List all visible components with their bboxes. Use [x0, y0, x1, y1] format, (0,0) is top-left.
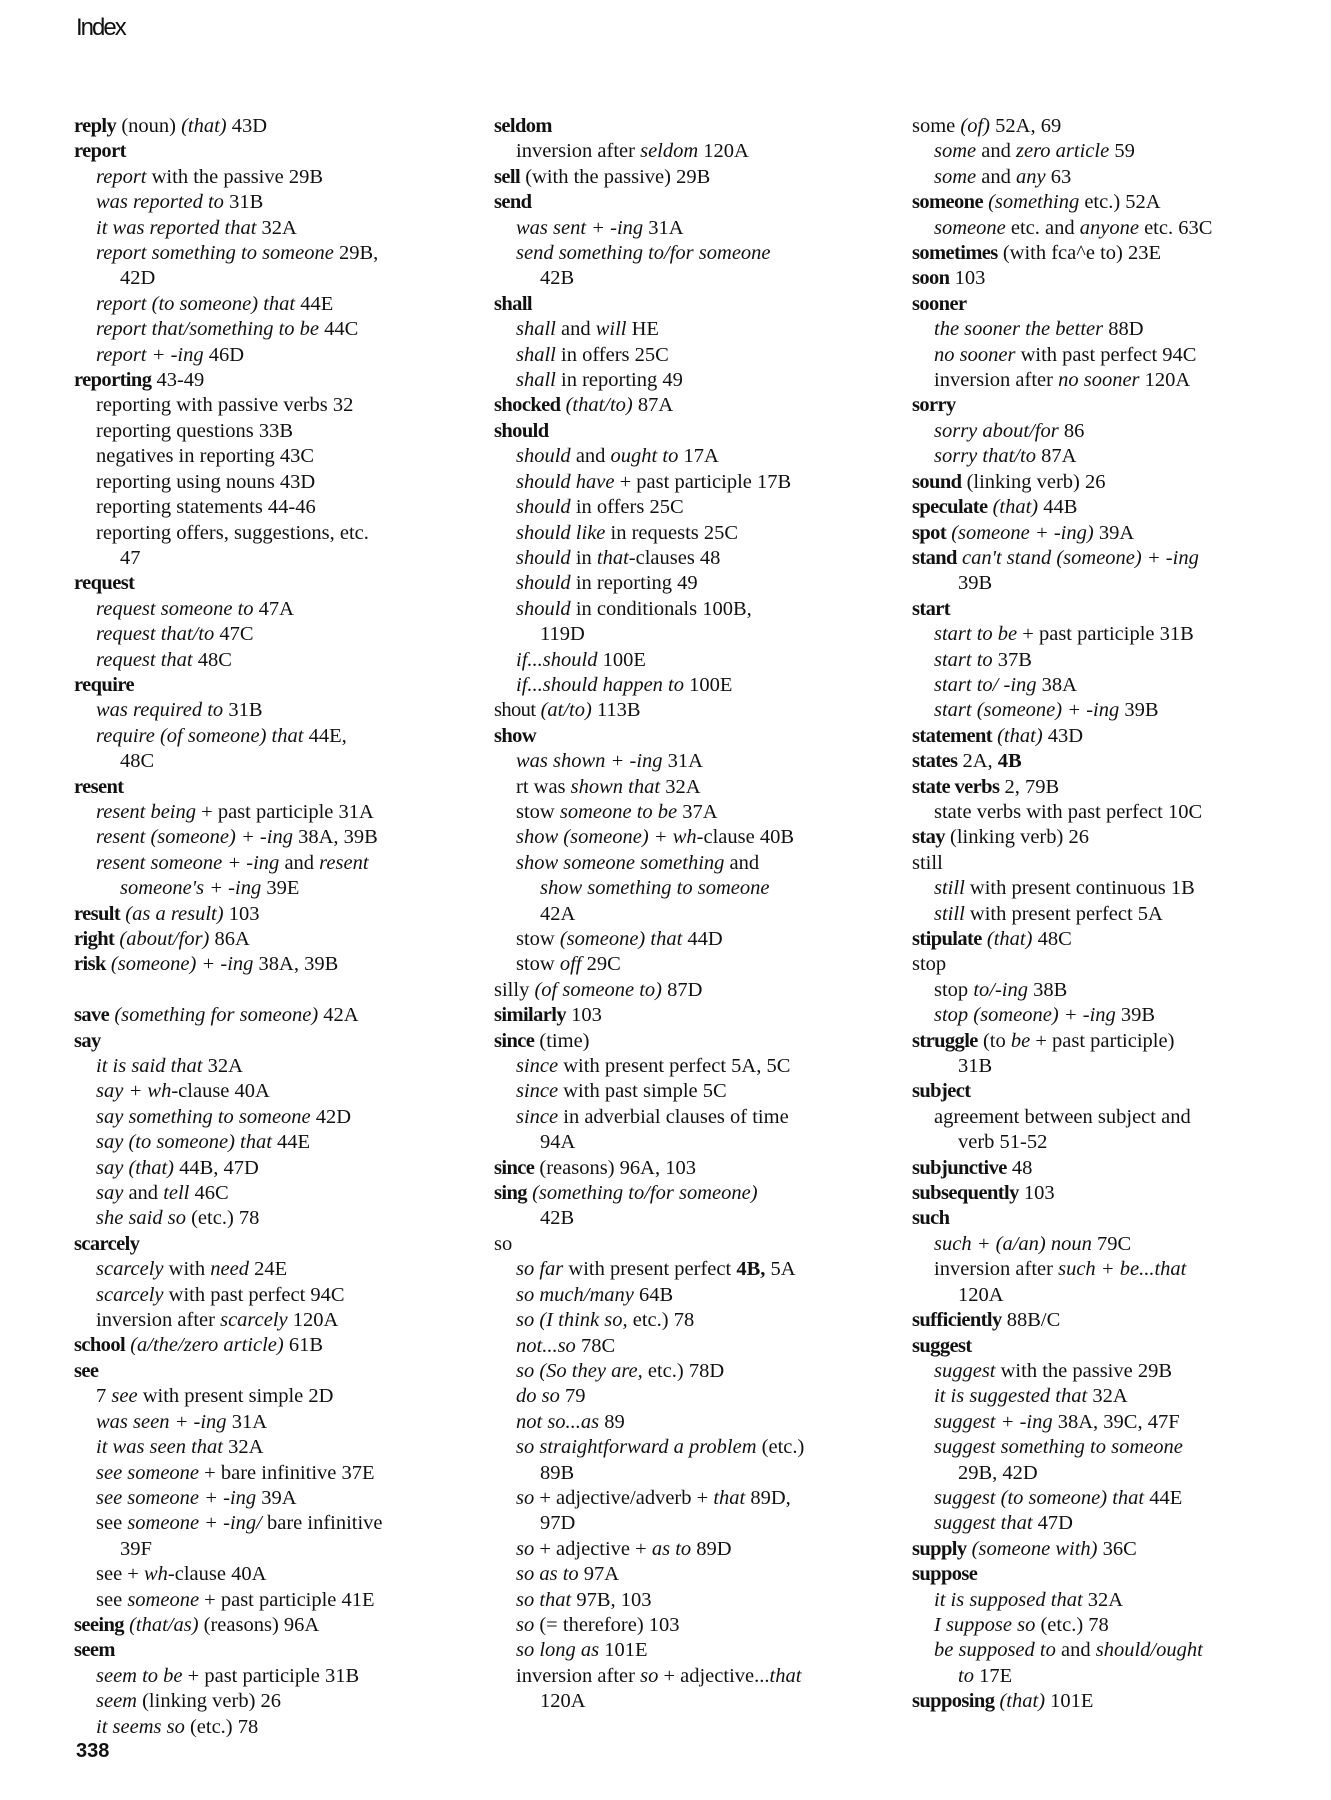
- index-headword-entry: right (about/for) 86A: [74, 928, 250, 950]
- index-headword-entry: similarly 103: [494, 1004, 602, 1027]
- index-subentry: say something to someone 42D: [96, 1105, 352, 1128]
- index-subentry: some and zero article 59: [934, 140, 1135, 163]
- index-subentry: start to/ -ing 38A: [934, 673, 1077, 696]
- index-headword-entry: send: [494, 191, 532, 214]
- index-subentry: so + adjective/adverb + that 89D,: [516, 1486, 791, 1509]
- index-subentry: some and any 63: [934, 165, 1072, 188]
- index-subentry: see someone + -ing 39A: [96, 1486, 297, 1509]
- index-subentry: since with past simple 5C: [516, 1080, 727, 1103]
- index-subentry: 119D: [540, 623, 585, 646]
- index-headword-entry: risk (someone) + -ing 38A, 39B: [74, 953, 339, 976]
- index-subentry: show something to someone: [540, 877, 770, 900]
- index-subentry: still with present perfect 5A: [934, 902, 1163, 925]
- index-subentry: 29B, 42D: [958, 1461, 1038, 1484]
- index-subentry: not so...as 89: [516, 1410, 625, 1433]
- index-subentry: should in conditionals 100B,: [516, 597, 752, 620]
- index-headword-entry: request: [74, 572, 135, 595]
- index-subentry: the sooner the better 88D: [934, 318, 1144, 341]
- index-subentry: 89B: [540, 1461, 575, 1484]
- index-subentry: report that/something to be 44C: [96, 318, 359, 341]
- index-subentry: see someone + -ing/ bare infinitive: [96, 1512, 383, 1535]
- index-subentry: so (= therefore) 103: [516, 1613, 680, 1636]
- index-headword-entry: see: [74, 1359, 99, 1382]
- index-subentry: suggest (to someone) that 44E: [934, 1486, 1183, 1509]
- index-subentry: seem (linking verb) 26: [96, 1690, 282, 1713]
- index-subentry: resent being + past participle 31A: [96, 800, 374, 823]
- index-headword-entry: stop: [912, 953, 947, 976]
- index-subentry: see + wh-clause 40A: [96, 1563, 267, 1586]
- index-subentry: it is suggested that 32A: [934, 1385, 1128, 1408]
- index-headword-entry: suggest: [912, 1334, 972, 1357]
- index-subentry: so long as 101E: [516, 1639, 648, 1662]
- index-subentry: reporting with passive verbs 32: [96, 394, 354, 417]
- index-subentry: 120A: [958, 1283, 1004, 1306]
- index-column-3: [912, 114, 1322, 1715]
- index-subentry: such + (a/an) noun 79C: [934, 1232, 1132, 1255]
- index-headword-entry: someone (something etc.) 52A: [912, 191, 1161, 214]
- index-headword-entry: school (a/the/zero article) 61B: [74, 1334, 324, 1357]
- index-headword-entry: shocked (that/to) 87A: [494, 394, 674, 417]
- index-subentry: scarcely with past perfect 94C: [96, 1283, 345, 1306]
- index-subentry: 39B: [958, 572, 993, 595]
- index-subentry: say + wh-clause 40A: [96, 1080, 270, 1103]
- index-headword-entry: since (time): [494, 1029, 590, 1052]
- index-headword-entry: shout (at/to) 113B: [494, 699, 641, 722]
- index-headword-entry: shall: [494, 292, 533, 315]
- index-subentry: request that/to 47C: [96, 623, 254, 646]
- index-subentry: so (I think so, etc.) 78: [516, 1309, 695, 1332]
- index-headword-entry: report: [74, 140, 126, 163]
- index-subentry: reporting questions 33B: [96, 419, 294, 442]
- index-subentry: was shown + -ing 31A: [516, 750, 703, 773]
- index-headword-entry: result (as a result) 103: [74, 902, 260, 925]
- index-subentry: 7 see with present simple 2D: [96, 1385, 334, 1408]
- index-headword-entry: since (reasons) 96A, 103: [494, 1156, 696, 1179]
- index-subentry: scarcely with need 24E: [96, 1258, 288, 1281]
- index-headword-entry: still: [912, 851, 943, 874]
- running-header: Index: [76, 14, 125, 41]
- index-subentry: someone etc. and anyone etc. 63C: [934, 216, 1213, 239]
- index-subentry: resent someone + -ing and resent: [96, 851, 369, 874]
- index-subentry: should and ought to 17A: [516, 445, 719, 468]
- index-subentry: say (that) 44B, 47D: [96, 1156, 259, 1179]
- index-subentry: was seen + -ing 31A: [96, 1410, 267, 1433]
- index-subentry: sorry that/to 87A: [934, 445, 1077, 468]
- index-subentry: 97D: [540, 1512, 576, 1535]
- index-subentry: report something to someone 29B,: [96, 242, 379, 265]
- index-headword-entry: say: [74, 1029, 101, 1052]
- index-headword-entry: supply (someone with) 36C: [912, 1537, 1137, 1560]
- index-subentry: sorry about/for 86: [934, 419, 1085, 442]
- index-column-2: [494, 114, 904, 1715]
- index-headword-entry: supposing (that) 101E: [912, 1690, 1094, 1713]
- index-subentry: seem to be + past participle 31B: [96, 1664, 360, 1687]
- index-subentry: say (to someone) that 44E: [96, 1131, 311, 1154]
- index-headword-entry: subject: [912, 1080, 971, 1103]
- index-headword-entry: sing (something to/for someone): [494, 1182, 758, 1205]
- index-subentry: shall and will HE: [516, 318, 659, 341]
- index-headword-entry: sorry: [912, 394, 956, 417]
- index-headword-entry: sufficiently 88B/C: [912, 1309, 1061, 1332]
- index-headword-entry: resent: [74, 775, 124, 798]
- index-subentry: should in that-clauses 48: [516, 546, 721, 569]
- index-subentry: resent (someone) + -ing 38A, 39B: [96, 826, 378, 849]
- index-headword-entry: spot (someone + -ing) 39A: [912, 521, 1135, 544]
- index-subentry: if...should happen to 100E: [516, 673, 733, 696]
- index-subentry: she said so (etc.) 78: [96, 1207, 260, 1230]
- index-subentry: reporting using nouns 43D: [96, 470, 316, 493]
- index-subentry: was reported to 31B: [96, 191, 264, 214]
- index-subentry: should have + past participle 17B: [516, 470, 792, 493]
- index-subentry: shall in offers 25C: [516, 343, 669, 366]
- index-subentry: 31B: [958, 1055, 993, 1078]
- index-subentry: so that 97B, 103: [516, 1588, 652, 1611]
- index-headword-entry: save (something for someone) 42A: [74, 1004, 359, 1027]
- index-subentry: rt was shown that 32A: [516, 775, 701, 798]
- index-subentry: stow someone to be 37A: [516, 800, 718, 823]
- index-headword-entry: stipulate (that) 48C: [912, 928, 1072, 950]
- index-subentry: require (of someone) that 44E,: [96, 724, 347, 747]
- index-subentry: suggest that 47D: [934, 1512, 1073, 1535]
- index-headword-entry: show: [494, 724, 537, 747]
- index-headword-entry: silly (of someone to) 87D: [494, 978, 703, 1001]
- index-subentry: start to be + past participle 31B: [934, 623, 1194, 646]
- index-subentry: be supposed to and should/ought: [934, 1639, 1203, 1662]
- index-subentry: stow (someone) that 44D: [516, 928, 723, 950]
- index-subentry: say and tell 46C: [96, 1182, 229, 1205]
- index-subentry: 39F: [120, 1537, 152, 1560]
- index-headword-entry: subjunctive 48: [912, 1156, 1033, 1179]
- index-subentry: so much/many 64B: [516, 1283, 674, 1306]
- index-subentry: it was reported that 32A: [96, 216, 297, 239]
- index-subentry: show (someone) + wh-clause 40B: [516, 826, 795, 849]
- index-headword-entry: stand can't stand (someone) + -ing: [912, 546, 1199, 569]
- index-subentry: see someone + past participle 41E: [96, 1588, 375, 1611]
- index-headword-entry: stay (linking verb) 26: [912, 826, 1089, 849]
- index-subentry: so (So they are, etc.) 78D: [516, 1359, 725, 1382]
- index-subentry: stop to/-ing 38B: [934, 978, 1068, 1001]
- index-subentry: inversion after no sooner 120A: [934, 369, 1191, 392]
- index-subentry: state verbs with past perfect 10C: [934, 800, 1203, 823]
- index-headword-entry: some (of) 52A, 69: [912, 115, 1062, 137]
- index-subentry: still with present continuous 1B: [934, 877, 1195, 900]
- index-headword-entry: seldom: [494, 115, 552, 137]
- index-subentry: request someone to 47A: [96, 597, 294, 620]
- index-subentry: 48C: [120, 750, 155, 773]
- index-headword-entry: seem: [74, 1639, 115, 1662]
- index-headword-entry: soon 103: [912, 267, 986, 290]
- index-headword-entry: scarcely: [74, 1232, 140, 1255]
- index-subentry: start to 37B: [934, 648, 1032, 671]
- index-subentry: reporting offers, suggestions, etc.: [96, 521, 369, 544]
- index-subentry: see someone + bare infinitive 37E: [96, 1461, 375, 1484]
- index-headword-entry: should: [494, 419, 549, 442]
- index-headword-entry: suppose: [912, 1563, 978, 1586]
- index-subentry: report with the passive 29B: [96, 165, 324, 188]
- index-subentry: so straightforward a problem (etc.): [516, 1436, 805, 1459]
- index-subentry: 47: [120, 546, 141, 569]
- index-subentry: it is said that 32A: [96, 1055, 243, 1078]
- index-headword-entry: sell (with the passive) 29B: [494, 165, 711, 188]
- index-headword-entry: such: [912, 1207, 950, 1230]
- index-headword-entry: sound (linking verb) 26: [912, 470, 1106, 493]
- index-subentry: no sooner with past perfect 94C: [934, 343, 1197, 366]
- index-subentry: report + -ing 46D: [96, 343, 245, 366]
- index-gap: [74, 978, 474, 1003]
- index-subentry: to 17E: [958, 1664, 1013, 1687]
- index-subentry: shall in reporting 49: [516, 369, 683, 392]
- index-subentry: so + adjective + as to 89D: [516, 1537, 732, 1560]
- index-subentry: request that 48C: [96, 648, 232, 671]
- index-subentry: inversion after scarcely 120A: [96, 1309, 339, 1332]
- index-headword-entry: seeing (that/as) (reasons) 96A: [74, 1613, 320, 1636]
- index-subentry: send something to/for someone: [516, 242, 771, 265]
- index-subentry: it seems so (etc.) 78: [96, 1715, 259, 1738]
- index-headword-entry: subsequently 103: [912, 1182, 1055, 1205]
- index-headword-entry: reply (noun) (that) 43D: [74, 115, 268, 137]
- index-subentry: was sent + -ing 31A: [516, 216, 684, 239]
- index-subentry: do so 79: [516, 1385, 586, 1408]
- index-headword-entry: states 2A, 4B: [912, 750, 1022, 773]
- index-subentry: inversion after so + adjective...that: [516, 1664, 802, 1687]
- page-number: 338: [76, 1740, 110, 1762]
- index-headword-entry: sometimes (with fca^e to) 23E: [912, 242, 1161, 265]
- index-subentry: should in reporting 49: [516, 572, 698, 595]
- index-subentry: 42D: [120, 267, 156, 290]
- index-subentry: it was seen that 32A: [96, 1436, 264, 1459]
- index-subentry: someone's + -ing 39E: [120, 877, 300, 900]
- index-subentry: 42B: [540, 1207, 575, 1230]
- index-subentry: I suppose so (etc.) 78: [934, 1613, 1109, 1636]
- index-headword-entry: start: [912, 597, 950, 620]
- index-headword-entry: struggle (to be + past participle): [912, 1029, 1175, 1052]
- index-headword-entry: reporting 43-49: [74, 369, 205, 392]
- index-subentry: it is supposed that 32A: [934, 1588, 1124, 1611]
- index-subentry: so as to 97A: [516, 1563, 620, 1586]
- index-subentry: not...so 78C: [516, 1334, 616, 1357]
- index-subentry: since with present perfect 5A, 5C: [516, 1055, 791, 1078]
- index-subentry: suggest with the passive 29B: [934, 1359, 1173, 1382]
- index-subentry: 42A: [540, 902, 576, 925]
- index-subentry: suggest something to someone: [934, 1436, 1183, 1459]
- index-subentry: was required to 31B: [96, 699, 263, 722]
- index-subentry: agreement between subject and: [934, 1105, 1191, 1128]
- index-headword-entry: require: [74, 673, 134, 696]
- index-subentry: negatives in reporting 43C: [96, 445, 315, 468]
- index-subentry: 94A: [540, 1131, 576, 1154]
- index-subentry: suggest + -ing 38A, 39C, 47F: [934, 1410, 1180, 1433]
- index-subentry: report (to someone) that 44E: [96, 292, 334, 315]
- index-subentry: if...should 100E: [516, 648, 646, 671]
- index-subentry: stow off 29C: [516, 953, 621, 976]
- index-subentry: should like in requests 25C: [516, 521, 739, 544]
- index-subentry: 42B: [540, 267, 575, 290]
- index-headword-entry: statement (that) 43D: [912, 724, 1084, 747]
- index-column-1: [74, 114, 474, 1740]
- index-subentry: since in adverbial clauses of time: [516, 1105, 789, 1128]
- index-subentry: so far with present perfect 4B, 5A: [516, 1258, 796, 1281]
- index-headword-entry: speculate (that) 44B: [912, 496, 1078, 519]
- index-subentry: inversion after such + be...that: [934, 1258, 1187, 1281]
- index-subentry: show someone something and: [516, 851, 760, 874]
- index-subentry: inversion after seldom 120A: [516, 140, 749, 163]
- index-subentry: verb 51-52: [958, 1131, 1048, 1154]
- index-headword-entry: sooner: [912, 292, 967, 315]
- index-subentry: start (someone) + -ing 39B: [934, 699, 1159, 722]
- index-subentry: stop (someone) + -ing 39B: [934, 1004, 1156, 1027]
- index-subentry: 120A: [540, 1690, 586, 1713]
- index-subentry: reporting statements 44-46: [96, 496, 316, 519]
- index-headword-entry: state verbs 2, 79B: [912, 775, 1060, 798]
- index-headword-entry: so: [494, 1232, 513, 1255]
- index-subentry: should in offers 25C: [516, 496, 684, 519]
